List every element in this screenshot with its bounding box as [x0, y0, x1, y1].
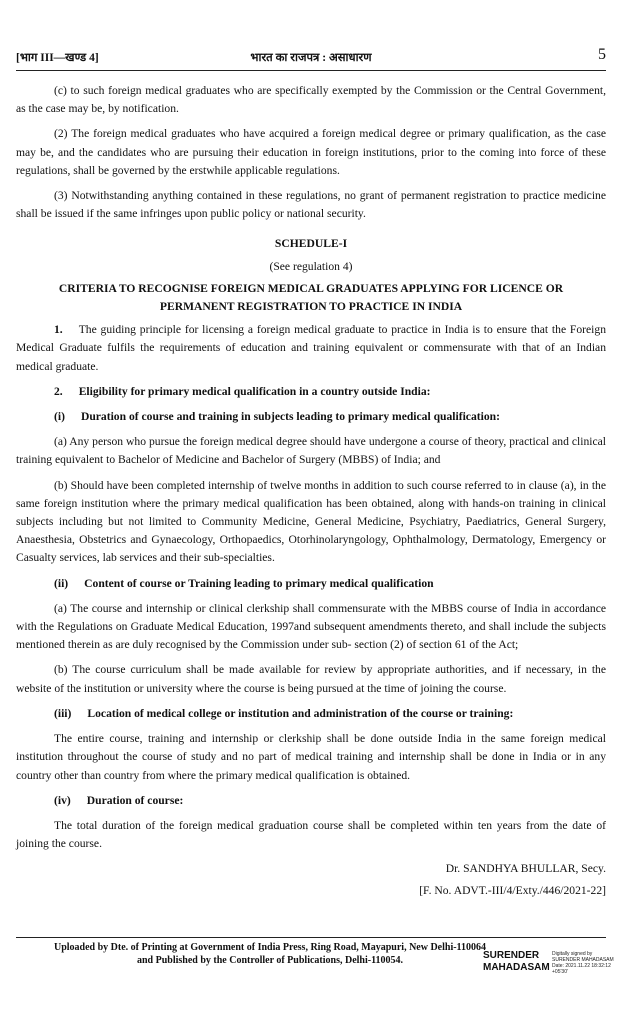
point-2-text: Eligibility for primary medical qualification in a country outside India:	[78, 384, 431, 398]
header-rule	[16, 70, 606, 71]
digital-signature-name: SURENDER MAHADASAM	[483, 950, 550, 973]
paragraph-3: (3) Notwithstanding anything contained in these regulations, no grant of permanent registration to practice medicine shall be issued if the same infringes upon public policy or national security.	[16, 189, 606, 221]
point-2-number: 2.	[54, 384, 63, 398]
point-1-number: 1.	[54, 323, 63, 337]
sub-iv-text: Duration of course:	[86, 793, 184, 807]
point-1-text: The guiding principle for licensing a foreign medical graduate to practice in India is to ensure that the Foreign Medical Graduate fulfils the requirements of education and training equivalent or commensurate with that of an Indian medical graduate.	[16, 323, 606, 373]
page-footer	[50, 941, 490, 967]
sub-i-clause-a: (a) Any person who pursue the foreign medical degree should have undergone a course of theory, practical and clinical training equivalent to Bachelor of Medicine and Bachelor of Surgery (MBBS) of India; and	[16, 435, 606, 467]
footer-line-2: and Published by the Controller of Publications, Delhi-110054.	[136, 955, 404, 966]
footer-rule	[16, 937, 606, 938]
criteria-heading-line2: PERMANENT REGISTRATION TO PRACTICE IN INDIA	[159, 300, 463, 314]
sub-iv-heading	[16, 792, 606, 810]
point-2-heading	[16, 383, 606, 401]
page-number: 5	[598, 46, 606, 63]
footer-line-1: Uploaded by Dte. of Printing at Government of India Press, Ring Road, Mayapuri, New Delhi-110064	[53, 942, 487, 953]
point-1	[16, 321, 606, 376]
sub-ii-clause-b: (b) The course curriculum shall be made available for review by appropriate authorities, and if necessary, in the website of the institution or university where the course is being pursued at the time of joining the course.	[16, 663, 606, 695]
page-header	[16, 46, 606, 68]
sub-iii-heading	[16, 705, 606, 723]
sub-iii-number: (iii)	[54, 706, 72, 720]
sub-iii-text: Location of medical college or institution and administration of the course or training:	[87, 706, 514, 720]
sub-i-clause-b: (b) Should have been completed internship of twelve months in addition to such course referred to in clause (a), in the same foreign institution where the primary medical qualification has been obtained, along with hands-on training in clinical subjects including but not limited to Community Medicine, General Medicine, Psychiatry, Paediatrics, General Surgery, Anaesthesia, Obstetrics and Gynaecology, Orthopaedics, Otorhinolaryngology, Ophthalmology, Dermatology, Emergency or Casualty services, lab services and their sub-specialties.	[16, 478, 606, 565]
sub-ii-number: (ii)	[54, 576, 69, 590]
paragraph-c: (c) to such foreign medical graduates who are specifically exempted by the Commission or the Central Government, as the case may be, by notification.	[16, 84, 606, 116]
sub-iii-text-paragraph: The entire course, training and internship or clerkship shall be done outside India in the same foreign medical institution throughout the course of study and no part of medical training and internship shall be done in India or in any country other than country from where the primary medical qualification is obtained.	[16, 732, 606, 782]
sub-i-text: Duration of course and training in subjects leading to primary medical qualification:	[80, 410, 500, 424]
sub-ii-text: Content of course or Training leading to primary medical qualification	[84, 576, 434, 590]
digital-signature-details: Digitally signed by SURENDER MAHADASAM Date: 2021.11.22 18:32:12 +05'30'	[552, 951, 614, 975]
sub-iv-number: (iv)	[54, 793, 71, 807]
file-number: [F. No. ADVT.-III/4/Exty./446/2021-22]	[419, 884, 606, 897]
criteria-heading-line1: CRITERIA TO RECOGNISE FOREIGN MEDICAL GRADUATES APPLYING FOR LICENCE OR	[58, 281, 564, 295]
sub-ii-clause-a: (a) The course and internship or clinical clerkship shall commensurate with the MBBS course of India in accordance with the Regulations on Graduate Medical Education, 1997and subsequent amendments thereto, and shall include the subjects mentioned therein as are duly recognised by the Commission under sub- section (2) of section 61 of the Act;	[16, 601, 606, 652]
sub-i-number: (i)	[54, 410, 65, 424]
signature-block	[419, 858, 606, 902]
header-part-label: [भाग III—खण्ड 4]	[16, 52, 99, 64]
document-body	[16, 82, 606, 860]
sub-ii-heading	[16, 575, 606, 593]
paragraph-2: (2) The foreign medical graduates who have acquired a foreign medical degree or primary qualification, as the case may be, and the candidates who are pursuing their education in foreign institutions, prior to the coming into force of these regulations, shall be governed by the erstwhile applicable regulations.	[16, 127, 606, 177]
schedule-reference: (See regulation 4)	[269, 259, 353, 273]
sub-iv-text-paragraph: The total duration of the foreign medical graduation course shall be completed within ten years from the date of joining the course.	[16, 818, 606, 851]
sub-i-heading	[16, 408, 606, 426]
signatory-name: Dr. SANDHYA BHULLAR, Secy.	[445, 862, 606, 875]
header-gazette-title: भारत का राजपत्र : असाधारण	[250, 52, 372, 64]
schedule-title: SCHEDULE-I	[274, 237, 348, 251]
